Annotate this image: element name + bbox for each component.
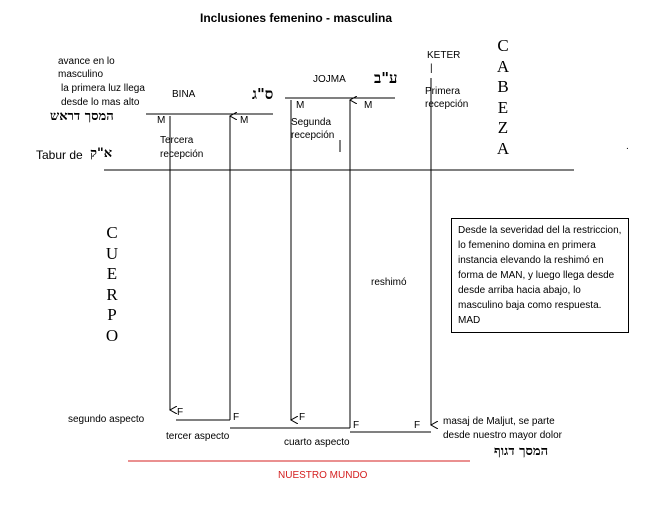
avance-line-4: desde lo mas alto xyxy=(61,97,140,108)
bina-label: BINA xyxy=(172,89,196,100)
bina-m-marker: M xyxy=(157,115,166,126)
reshimo-label: reshimó xyxy=(371,277,407,288)
tabur-hebrew: א"ק xyxy=(90,146,113,161)
cabeza-letter: A xyxy=(496,138,510,158)
cabeza-letter: A xyxy=(496,56,510,76)
segunda-line-1: Segunda xyxy=(291,117,332,128)
keter-label: KETER xyxy=(427,50,461,61)
avance-line-1: avance en lo xyxy=(58,56,115,67)
masaj-rosh-label: המסך דראש xyxy=(50,109,114,124)
sag-m-marker: M xyxy=(240,115,249,126)
cabeza-letter: C xyxy=(497,36,509,55)
cabeza-letter: B xyxy=(497,77,509,96)
cuerpo-vertical-label xyxy=(104,223,120,346)
segundo-aspecto-label: segundo aspecto xyxy=(68,414,145,425)
diagram-title: Inclusiones femenino - masculina xyxy=(200,11,393,25)
jojma-m-marker: M xyxy=(296,100,305,111)
cuarto-aspecto-label: cuarto aspecto xyxy=(284,437,350,448)
nuestro-mundo-label: NUESTRO MUNDO xyxy=(278,470,368,481)
cuerpo-letter: P xyxy=(107,305,117,324)
f-marker-5: F xyxy=(414,420,421,431)
cuerpo-letter: U xyxy=(105,243,119,263)
cabeza-letter: Z xyxy=(497,118,509,137)
tabur-prefix: Tabur de xyxy=(36,148,83,162)
explanation-box: Desde la severidad del la restriccion, lo femenino domina en primera instancia elevando la reshimó en forma de MAN, y luego llega desde desde arriba hacia abajo, lo masculino baja como respuesta. MAD xyxy=(451,218,629,333)
tercera-line-2: recepción xyxy=(160,149,204,160)
ab-m-marker: M xyxy=(364,100,373,111)
avance-line-3: la primera luz llega xyxy=(61,83,145,94)
cabeza-vertical-label xyxy=(495,36,511,159)
masaj-guf-label: המסך דגוף xyxy=(494,444,549,459)
masaj-maljut-line-2: desde nuestro mayor dolor xyxy=(443,430,562,441)
cuerpo-letter: C xyxy=(106,223,118,242)
cuerpo-letter: R xyxy=(106,284,118,304)
f-marker-1: F xyxy=(177,407,184,418)
primera-line-2: recepción xyxy=(425,99,469,110)
f-marker-4: F xyxy=(353,420,360,431)
segunda-line-2: recepción xyxy=(291,130,335,141)
keter-mark: | xyxy=(430,63,433,74)
ab-label: ע"ב xyxy=(374,69,398,87)
sag-label: ס"ג xyxy=(252,85,274,103)
f-marker-2: F xyxy=(233,412,240,423)
primera-line-1: Primera xyxy=(425,86,461,97)
masaj-maljut-line-1: masaj de Maljut, se parte xyxy=(443,416,555,427)
cabeza-letter: E xyxy=(497,97,509,117)
tercer-aspecto-label: tercer aspecto xyxy=(166,431,230,442)
tercera-line-1: Tercera xyxy=(160,135,194,146)
f-marker-3: F xyxy=(299,412,306,423)
cuerpo-letter: E xyxy=(106,264,118,283)
cuerpo-letter: O xyxy=(105,325,119,345)
jojma-label: JOJMA xyxy=(313,74,346,85)
stray-dot: . xyxy=(626,141,629,152)
avance-line-2: masculino xyxy=(58,69,104,80)
